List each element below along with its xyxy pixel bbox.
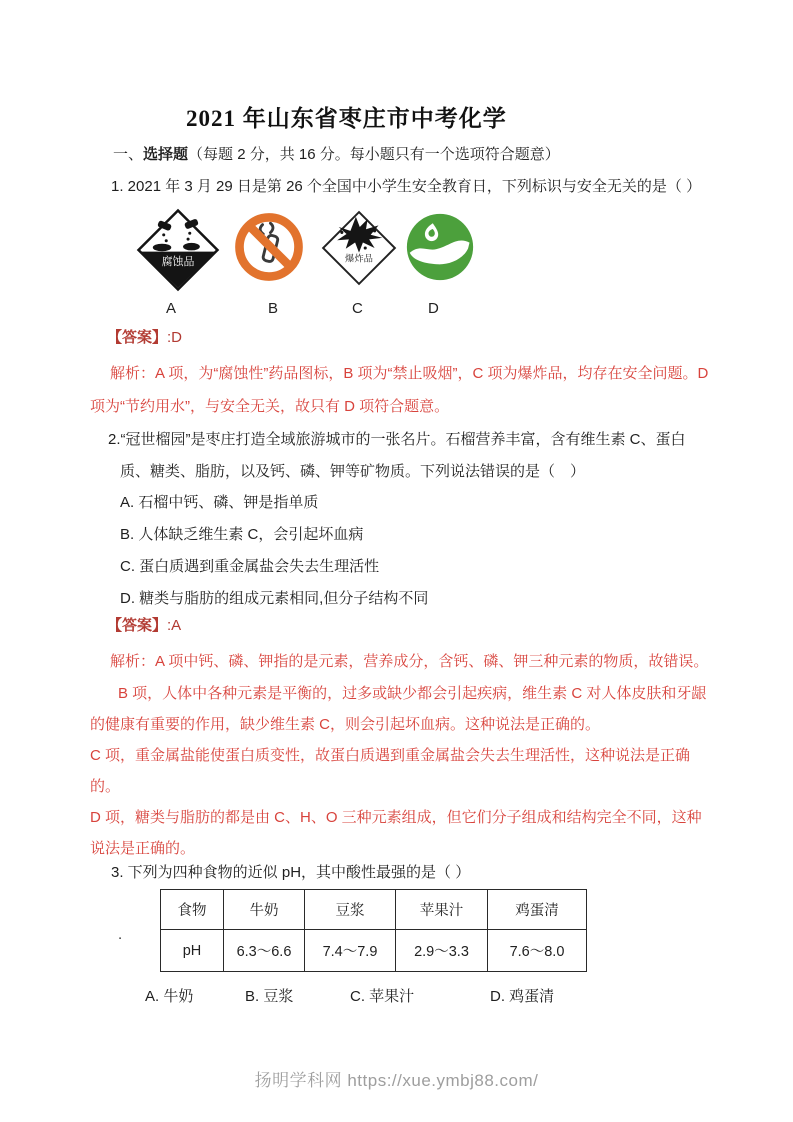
question-2-analysis-b: B 项，人体中各种元素是平衡的，过多或缺少都会引起疾病，维生素 C 对人体皮肤和牙龈的健康有重要的作用，缺少维生素 C，则会引起坏血病。这种说法是正确的。 (90, 685, 707, 733)
ph-eggwhite-value: 7.6～8.0 (488, 930, 587, 972)
question-2-text: 2.“冠世榴园”是枣庄打造全域旅游城市的一张名片。石榴营养丰富，含有维生素 C、蛋白质、糖类、脂肪，以及钙、磷、钾等矿物质。下列说法错误的是（ ） (108, 431, 686, 480)
q2-option-d: D. 糖类与脂肪的组成元素相同,但分子结构不同 (120, 590, 429, 607)
section-number: 一、 (113, 146, 144, 163)
ph-milk-value: 6.3～6.6 (224, 930, 305, 972)
question-1-sign-images (0, 205, 793, 325)
no-smoking-sign-icon (233, 211, 305, 283)
no-smoking-icon (233, 211, 305, 283)
ph-applejuice-value: 2.9～3.3 (396, 930, 488, 972)
sign-label-c: C (352, 300, 363, 317)
q2-option-b: B. 人体缺乏维生素 C，会引起坏血病 (120, 526, 364, 543)
section-heading (113, 143, 560, 164)
sign-label-d: D (428, 300, 439, 317)
ph-table-value-row (161, 930, 587, 972)
sign-label-b: B (268, 300, 279, 317)
question-3-text: 3. 下列为四种食物的近似 pH，其中酸性最强的是（ ） (111, 864, 471, 881)
section-note: （每题 2 分，共 16 分。每小题只有一个选项符合题意） (188, 146, 560, 163)
watermark-footer-link[interactable]: 扬明学科网 https://xue.ymbj88.com/ (254, 1071, 539, 1090)
answer-value: :A (167, 617, 182, 634)
q2-option-c: C. 蛋白质遇到重金属盐会失去生理活性 (120, 558, 380, 575)
corrosive-icon (136, 208, 220, 292)
question-1-analysis: 解析：A 项，为“腐蚀性”药品图标，B 项为“禁止吸烟”，C 项为爆炸品，均存在安全问题。D 项为“节约用水”，与安全无关，故只有 D 项符合题意。 (90, 365, 709, 415)
question-2-analysis-c: C 项，重金属盐能使蛋白质变性，故蛋白质遇到重金属盐会失去生理活性，这种说法是正确的。 (90, 747, 691, 795)
page-title: 2021 年山东省枣庄市中考化学 (186, 106, 507, 131)
q3-option-d: D. 鸡蛋清 (490, 988, 555, 1005)
ph-row-label: pH (161, 930, 224, 972)
water-saving-sign-icon (404, 211, 476, 283)
water-saving-icon (404, 211, 476, 283)
corrosive-caption: 腐蚀品 (161, 256, 195, 269)
question-2-answer (107, 614, 181, 635)
explosive-caption: 爆炸品 (344, 253, 374, 264)
ph-header-soymilk: 豆浆 (305, 890, 396, 930)
ph-header-applejuice: 苹果汁 (396, 890, 488, 930)
corrosive-sign-icon (136, 208, 220, 292)
question-2-analysis-d: D 项，糖类与脂肪的都是由 C、H、O 三种元素组成，但它们分子组成和结构完全不同，这种说法是正确的。 (90, 809, 702, 857)
section-title: 选择题 (143, 146, 189, 163)
question-2-analysis-a: 解析：A 项中钙、磷、钾指的是元素，营养成分，含钙、磷、钾三种元素的物质，故错误。 (110, 653, 709, 670)
q3-option-b: B. 豆浆 (245, 988, 294, 1005)
explosive-icon (320, 208, 398, 288)
answer-label: 【答案】 (107, 617, 168, 634)
question-2-options (120, 487, 428, 615)
answer-value: :D (167, 329, 183, 346)
ph-header-food: 食物 (161, 890, 224, 930)
question-1-text: 1. 2021 年 3 月 29 日是第 26 个全国中小学生安全教育日，下列标识与安全无关的是（ ） (111, 178, 702, 195)
ph-table-header-row (161, 890, 587, 930)
ph-header-eggwhite: 鸡蛋清 (488, 890, 587, 930)
answer-label: 【答案】 (107, 329, 168, 346)
q3-option-c: C. 苹果汁 (350, 988, 415, 1005)
ph-soymilk-value: 7.4～7.9 (305, 930, 396, 972)
question-3-options (0, 985, 793, 1015)
ph-table (160, 889, 587, 972)
question-1-answer (107, 326, 182, 347)
sign-label-a: A (166, 300, 177, 317)
q3-option-a: A. 牛奶 (145, 988, 194, 1005)
explosive-sign-icon (320, 208, 398, 288)
ph-header-milk: 牛奶 (224, 890, 305, 930)
q2-option-a: A. 石榴中钙、磷、钾是指单质 (120, 494, 319, 511)
stray-period-mark: . (118, 926, 123, 943)
